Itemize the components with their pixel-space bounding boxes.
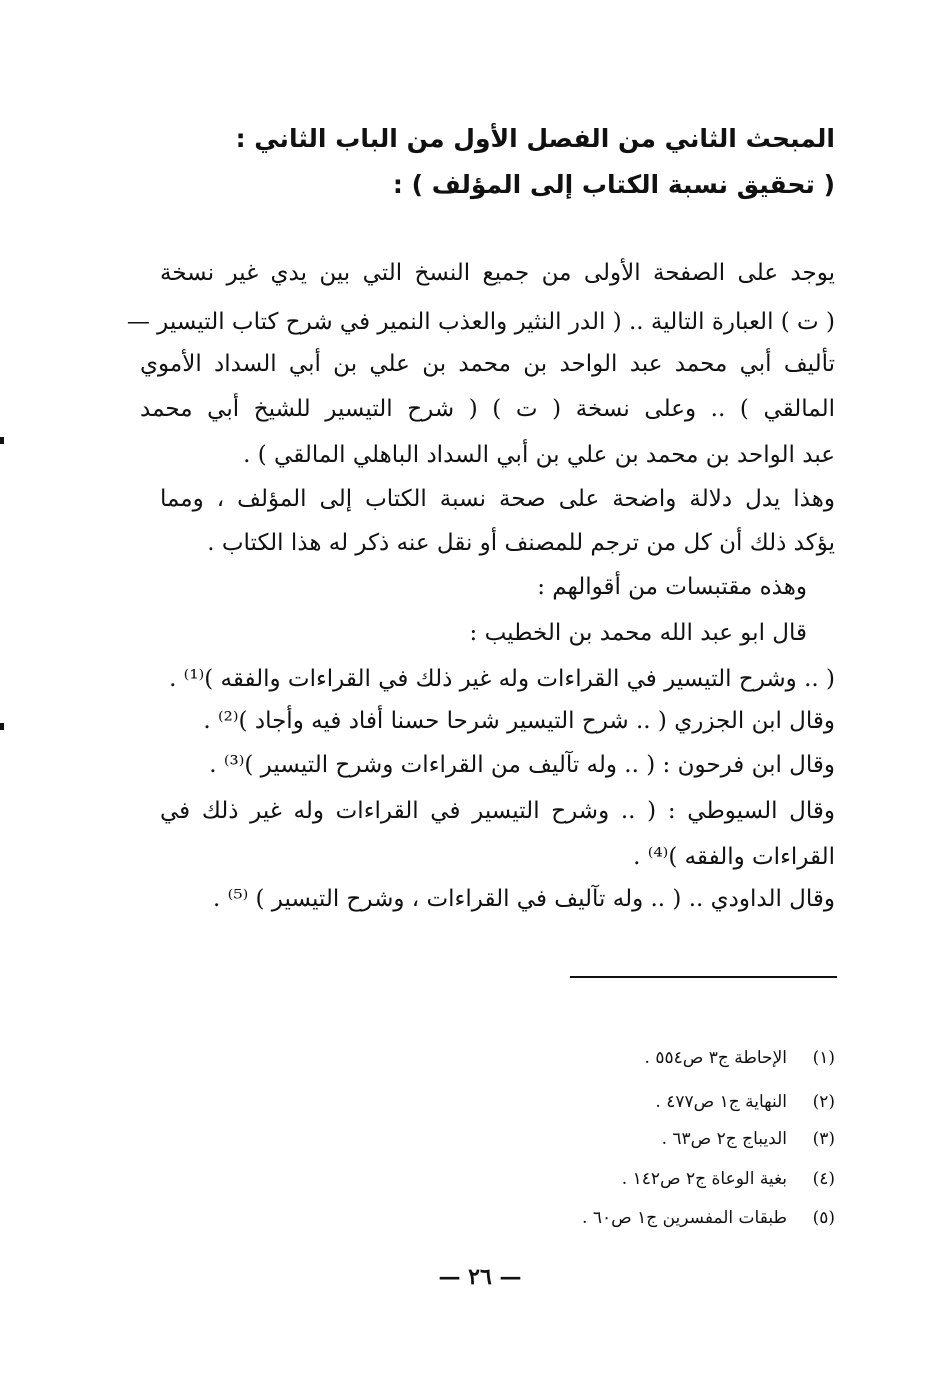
body-line: تأليف أبي محمد عبد الواحد بن محمد بن علي بن أبي السداد الأموي: [140, 351, 835, 377]
margin-mark: [0, 437, 4, 444]
body-line: القراءات والفقه )⁽⁴⁾ .: [633, 844, 835, 870]
page-number: — ٢٦ —: [438, 1264, 522, 1290]
body-line: وقال السيوطي : ( .. وشرح التيسير في القراءات وله غير ذلك في: [160, 798, 835, 824]
footnote-number: (٢): [812, 1092, 835, 1112]
footnote-text: الديباج ج٢ ص٦٣ .: [661, 1129, 787, 1149]
section-subheading: ( تحقيق نسبة الكتاب إلى المؤلف ) :: [392, 170, 835, 199]
footnote-separator: [570, 976, 837, 978]
body-line: وقال الداودي .. ( .. وله تآليف في القراءات ، وشرح التيسير ) ⁽⁵⁾ .: [213, 886, 835, 912]
footnote: [435, 1167, 835, 1191]
footnote: [435, 1206, 835, 1230]
footnote-number: (١): [812, 1048, 835, 1068]
body-line: وقال ابن فرحون : ( .. وله تآليف من القراءات وشرح التيسير )⁽³⁾ .: [209, 752, 835, 778]
footnote: [435, 1127, 835, 1151]
body-line: المالقي ) .. وعلى نسخة ( ت ) ( شرح التيسير للشيخ أبي محمد: [140, 396, 835, 422]
footnote: [435, 1090, 835, 1114]
footnote-text: طبقات المفسرين ج١ ص٦٠ .: [582, 1208, 787, 1228]
body-line: يؤكد ذلك أن كل من ترجم للمصنف أو نقل عنه ذكر له هذا الكتاب .: [207, 530, 835, 556]
footnote-text: النهاية ج١ ص٤٧٧ .: [655, 1092, 787, 1112]
body-line: وقال ابن الجزري ( .. شرح التيسير شرحا حسنا أفاد فيه وأجاد )⁽²⁾ .: [203, 708, 835, 734]
footnote-text: بغية الوعاة ج٢ ص١٤٢ .: [621, 1169, 787, 1189]
body-line: قال ابو عبد الله محمد بن الخطيب :: [469, 620, 807, 646]
footnote-number: (٥): [812, 1208, 835, 1228]
section-heading: المبحث الثاني من الفصل الأول من الباب الثاني :: [235, 124, 835, 153]
body-line: ( ت ) العبارة التالية .. ( الدر النثير والعذب النمير في شرح كتاب التيسير —: [126, 309, 835, 335]
body-line: وهذا يدل دلالة واضحة على صحة نسبة الكتاب إلى المؤلف ، ومما: [160, 486, 835, 512]
footnote-number: (٣): [812, 1129, 835, 1149]
footnote-text: الإحاطة ج٣ ص٥٥٤ .: [644, 1048, 787, 1068]
body-line: يوجد على الصفحة الأولى من جميع النسخ التي بين يدي غير نسخة: [160, 260, 835, 286]
footnote: [435, 1046, 835, 1070]
body-line: عبد الواحد بن محمد بن علي بن أبي السداد الباهلي المالقي ) .: [243, 442, 835, 468]
margin-mark: [0, 723, 4, 730]
body-line: وهذه مقتبسات من أقوالهم :: [537, 574, 807, 600]
body-line: ( .. وشرح التيسير في القراءات وله غير ذلك في القراءات والفقه )⁽¹⁾ .: [169, 666, 835, 692]
footnote-number: (٤): [812, 1169, 835, 1189]
